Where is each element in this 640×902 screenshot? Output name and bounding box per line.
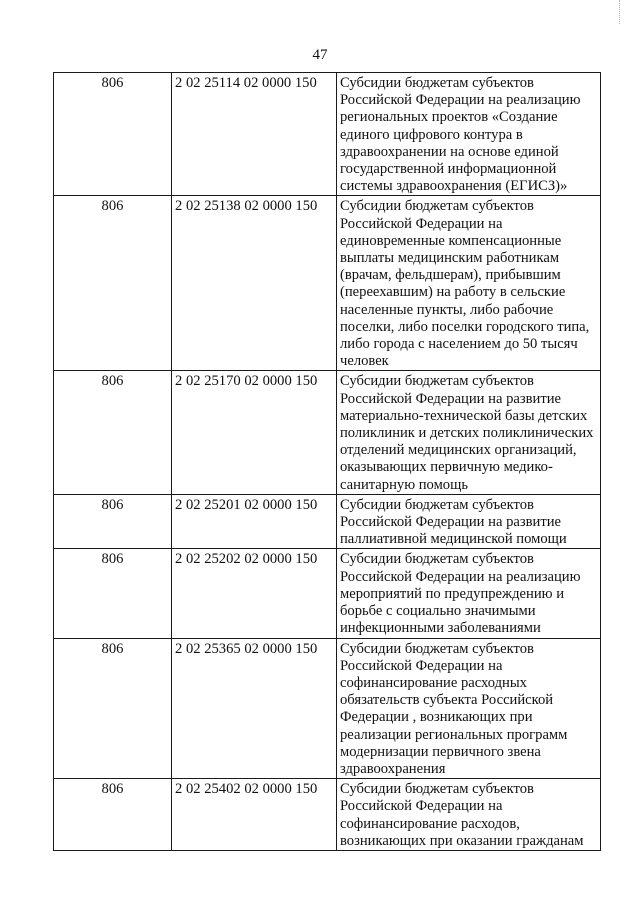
budget-code-cell: 2 02 25202 02 0000 150 [172, 549, 337, 638]
table-row [54, 73, 601, 196]
table-row [54, 494, 601, 549]
budget-code-cell: 2 02 25114 02 0000 150 [172, 73, 337, 196]
table-row [54, 638, 601, 779]
page-number: 47 [312, 47, 328, 63]
revenue-name-cell: Субсидии бюджетам субъектов Российской Федерации на единовременные компенсационные выплаты медицинским работникам (врачам, фельдшерам), прибывшим (переехавшим) на работу в сельские населенные пункты, либо рабочие поселки, либо поселки городского типа, либо города с населением до 50 тысяч человек [337, 196, 601, 371]
revenue-name-cell: Субсидии бюджетам субъектов Российской Федерации на реализацию мероприятий по предупреждению и борьбе с социально значимыми инфекционными заболеваниями [337, 549, 601, 638]
budget-code-cell: 2 02 25201 02 0000 150 [172, 494, 337, 549]
admin-code-cell: 806 [54, 494, 172, 549]
budget-code-cell: 2 02 25138 02 0000 150 [172, 196, 337, 371]
revenue-name-cell: Субсидии бюджетам субъектов Российской Федерации на софинансирование расходных обязательств субъекта Российской Федерации , возникающих при реализации региональных программ модернизации первичного звена здравоохранения [337, 638, 601, 779]
budget-classification-table [53, 72, 601, 851]
table-row [54, 779, 601, 851]
admin-code-cell: 806 [54, 638, 172, 779]
scan-edge-mark [619, 0, 626, 24]
admin-code-cell: 806 [54, 779, 172, 851]
budget-code-cell: 2 02 25170 02 0000 150 [172, 371, 337, 494]
revenue-name-cell: Субсидии бюджетам субъектов Российской Федерации на развитие паллиативной медицинской помощи [337, 494, 601, 549]
admin-code-cell: 806 [54, 73, 172, 196]
admin-code-cell: 806 [54, 549, 172, 638]
table-row [54, 371, 601, 494]
revenue-name-cell: Субсидии бюджетам субъектов Российской Федерации на софинансирование расходов, возникающих при оказании гражданам [337, 779, 601, 851]
table-row [54, 549, 601, 638]
budget-code-cell: 2 02 25402 02 0000 150 [172, 779, 337, 851]
admin-code-cell: 806 [54, 371, 172, 494]
table-row [54, 196, 601, 371]
budget-code-cell: 2 02 25365 02 0000 150 [172, 638, 337, 779]
revenue-name-cell: Субсидии бюджетам субъектов Российской Федерации на развитие материально-технической базы детских поликлиник и детских поликлинических отделений медицинских организаций, оказывающих первичную медико-санитарную помощь [337, 371, 601, 494]
admin-code-cell: 806 [54, 196, 172, 371]
revenue-name-cell: Субсидии бюджетам субъектов Российской Федерации на реализацию региональных проектов «Создание единого цифрового контура в здравоохранении на основе единой государственной информационной системы здравоохранения (ЕГИСЗ)» [337, 73, 601, 196]
